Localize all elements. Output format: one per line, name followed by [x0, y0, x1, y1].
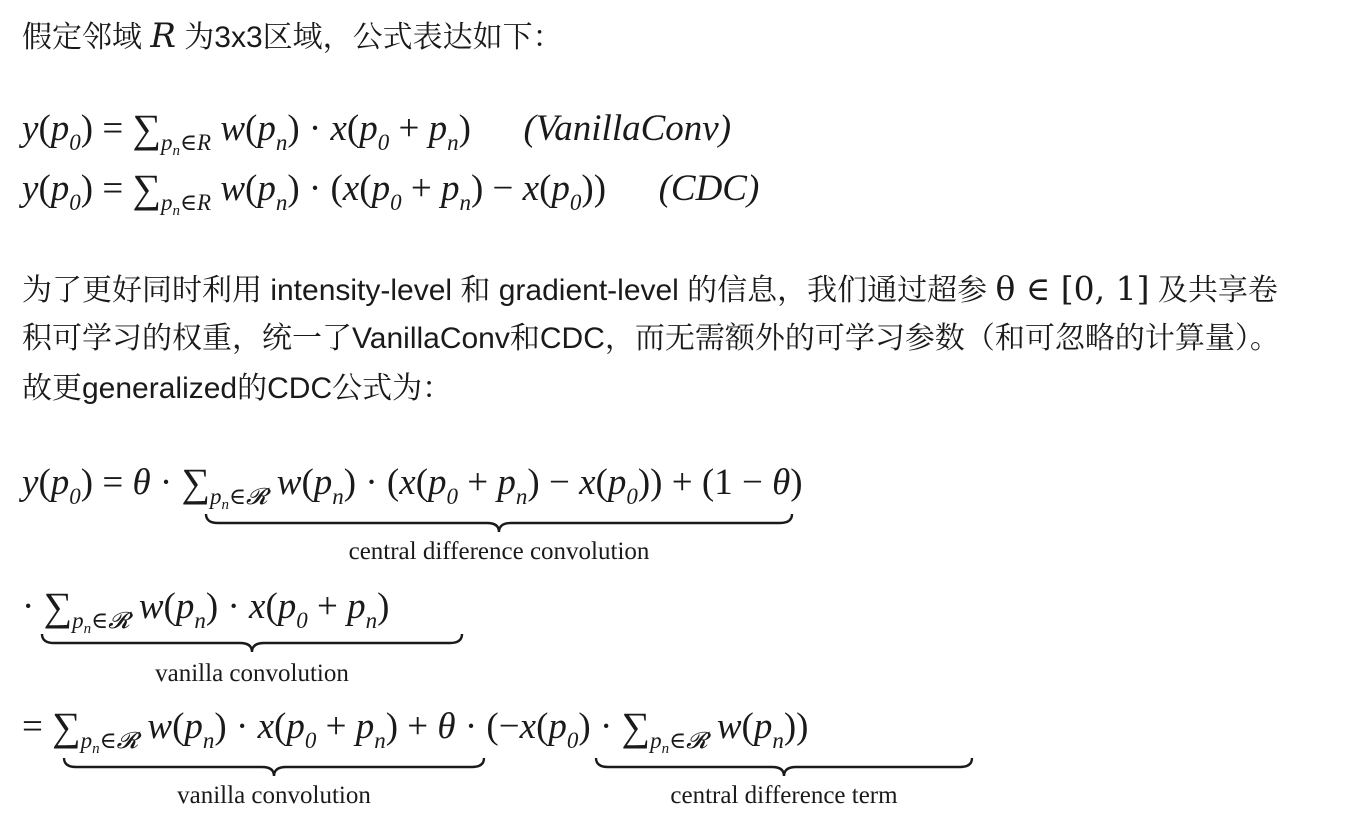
underbrace-vanilla-1	[40, 632, 464, 654]
equation-cdc: $y(p_0) = \sum_{p_n\in R}$ $w(p_n) \cdot (x(p_0 + p_n) - x(p_0))$ (CDC)	[22, 166, 760, 219]
underbrace-cdc	[204, 512, 794, 534]
underbrace-cd-term	[594, 756, 974, 778]
paragraph-line-1	[22, 264, 1352, 316]
equation-generalized-line-3: = $\sum_{p_n\in 𝓡}$ $w(p_n) \cdot x(p_0 + p_n) + \theta \cdot (-x(p_0) \cdot \sum_{p_n\in 𝓡}$ $w(p_n)$)	[22, 704, 809, 757]
paragraph-line-3: 故更generalized的CDC公式为：	[22, 372, 453, 405]
label-vanilla-convolution-2: vanilla convolution	[177, 782, 371, 809]
theta-range: θ ∈ [0, 1]	[995, 269, 1150, 308]
equation-generalized-line-2: · $\sum_{p_n\in 𝓡}$ $w(p_n) \cdot x(p_0 + p_n)$	[22, 584, 390, 637]
vanilla-tag: (VanillaConv)	[523, 108, 732, 149]
intro-after: 为3x3区域，公式表达如下：	[184, 21, 563, 54]
underbrace-vanilla-2	[62, 756, 486, 778]
intro-before: 假定邻域	[22, 21, 142, 54]
intro-line	[22, 11, 1352, 63]
cdc-tag: (CDC)	[658, 168, 760, 209]
label-central-difference-convolution: central difference convolution	[348, 538, 650, 565]
equation-vanilla-conv: $y(p_0) = \sum_{p_n\in R}$ $w(p_n) \cdot x(p_0 + p_n)$ (VanillaConv)	[22, 106, 732, 159]
label-central-difference-term: central difference term	[670, 782, 898, 809]
label-vanilla-convolution-1: vanilla convolution	[155, 660, 349, 687]
para2-line1-after: 及共享卷	[1157, 274, 1278, 307]
paragraph-line-2: 积可学习的权重，统一了VanillaConv和CDC，而无需额外的可学习参数（和可忽略的计算量）。	[22, 322, 1280, 355]
equation-generalized-line-1: $y(p_0) = \theta \cdot \sum_{p_n\in 𝓡}$ $w(p_n) \cdot (x(p_0 + p_n) - x(p_0)) + (1 - \theta)$	[22, 460, 803, 513]
intro-var: R	[150, 16, 176, 56]
para2-line1-before: 为了更好同时利用 intensity-level 和 gradient-level 的信息，我们通过超参	[22, 274, 988, 307]
